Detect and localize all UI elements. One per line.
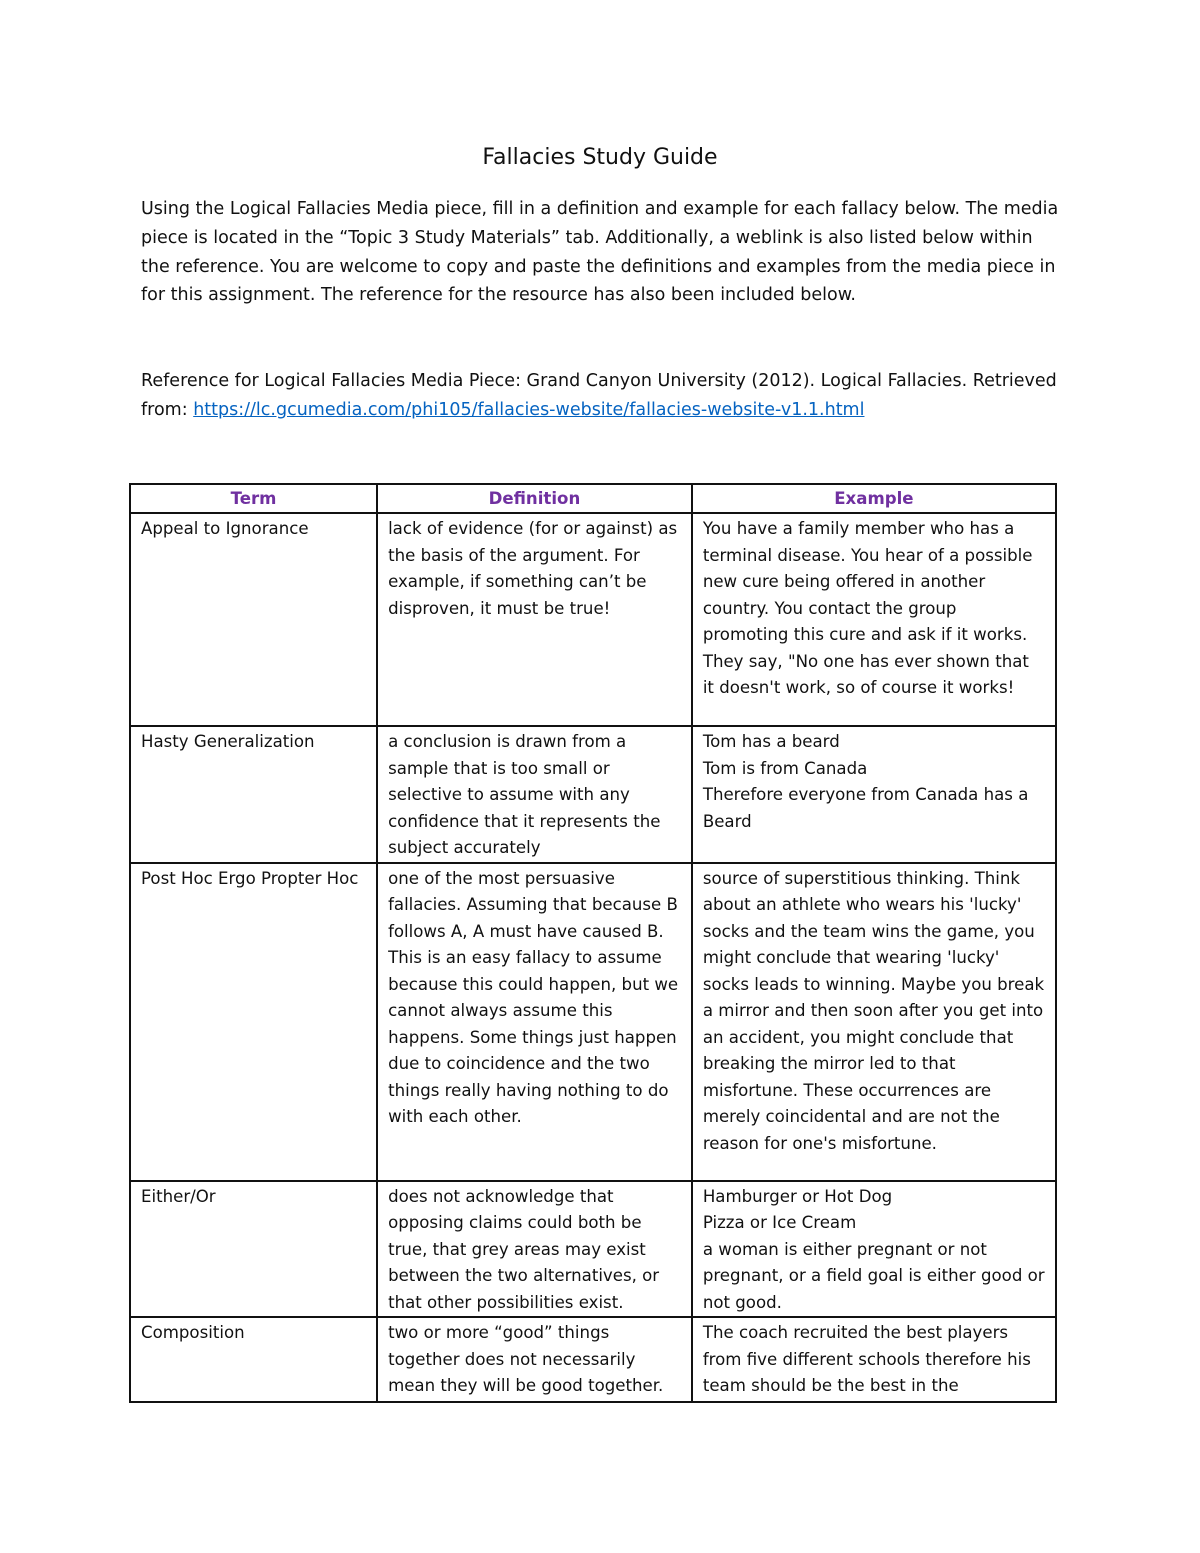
page-title: Fallacies Study Guide <box>482 145 718 170</box>
example-line: Hamburger or Hot Dog <box>702 1186 893 1206</box>
example-line: source of superstitious thinking. Think about an athlete who wears his 'lucky' socks and the team wins the game, you might conclude that wearing 'lucky' socks leads to winning. Maybe you break a mirror and then soon after you get into an accident, you might conclude that breaking the mirror led to that misfortune. These occurrences are merely coincidental and are not the reason for one's misfortune. <box>702 868 1045 1153</box>
term-cell: Appeal to Ignorance <box>130 513 377 726</box>
reference-link[interactable]: https://lc.gcumedia.com/phi105/fallacies-website/fallacies-website-v1.1.html <box>193 399 865 420</box>
table-row <box>130 726 1056 863</box>
example-cell <box>692 726 1056 863</box>
example-line: Tom has a beard <box>702 732 840 751</box>
definition-cell: does not acknowledge that opposing claims could both be true, that grey areas may exist between the two alternatives, or that other possibilities exist. <box>377 1181 692 1318</box>
header-term: Term <box>130 484 377 513</box>
definition-cell: one of the most persuasive fallacies. Assuming that because B follows A, A must have caused B. This is an easy fallacy to assume because this could happen, but we cannot always assume this happens. Some things just happen due to coincidence and the two things really having nothing to do with each other. <box>377 863 692 1181</box>
example-cell <box>692 863 1056 1181</box>
fallacies-table <box>129 483 1057 1403</box>
definition-cell: a conclusion is drawn from a sample that is too small or selective to assume with any confidence that it represents the subject accurately <box>377 726 692 863</box>
table-row <box>130 1317 1056 1402</box>
example-line: Pizza or Ice Cream <box>702 1213 857 1232</box>
reference-paragraph <box>141 367 1061 425</box>
example-line: You have a family member who has a terminal disease. You hear of a possible new cure being offered in another country. You contact the group promoting this cure and ask if it works. They say, "No one has ever shown that it doesn't work, so of course it works! <box>702 519 1033 697</box>
table-header-row <box>130 484 1056 513</box>
definition-cell: two or more “good” things together does not necessarily mean they will be good together. <box>377 1317 692 1402</box>
header-example: Example <box>692 484 1056 513</box>
intro-paragraph: Using the Logical Fallacies Media piece, fill in a definition and example for each fallacy below. The media piece is located in the “Topic 3 Study Materials” tab. Additionally, a weblink is also listed below within the reference. You are welcome to copy and paste the definitions and examples from the media piece in for this assignment. The reference for the resource has also been included below. <box>141 199 1059 306</box>
example-cell <box>692 1181 1056 1318</box>
example-cell <box>692 1317 1056 1402</box>
table-row <box>130 863 1056 1181</box>
example-cell <box>692 513 1056 726</box>
reference-text: Reference for Logical Fallacies Media Piece: Grand Canyon University (2012). Logical Fallacies. Retrieved from: <box>141 371 1057 420</box>
term-cell: Post Hoc Ergo Propter Hoc <box>130 863 377 1181</box>
term-cell: Composition <box>130 1317 377 1402</box>
example-line: Therefore everyone from Canada has a Beard <box>702 785 1029 831</box>
example-line: a woman is either pregnant or not pregnant, or a field goal is either good or not good. <box>702 1239 1045 1312</box>
table-row <box>130 1181 1056 1318</box>
example-line: The coach recruited the best players from five different schools therefore his team should be the best in the <box>702 1323 1031 1395</box>
example-line: Tom is from Canada <box>702 758 868 778</box>
table-row <box>130 513 1056 726</box>
term-cell: Hasty Generalization <box>130 726 377 863</box>
definition-cell: lack of evidence (for or against) as the basis of the argument. For example, if something can’t be disproven, it must be true! <box>377 513 692 726</box>
term-cell: Either/Or <box>130 1181 377 1318</box>
header-definition: Definition <box>377 484 692 513</box>
